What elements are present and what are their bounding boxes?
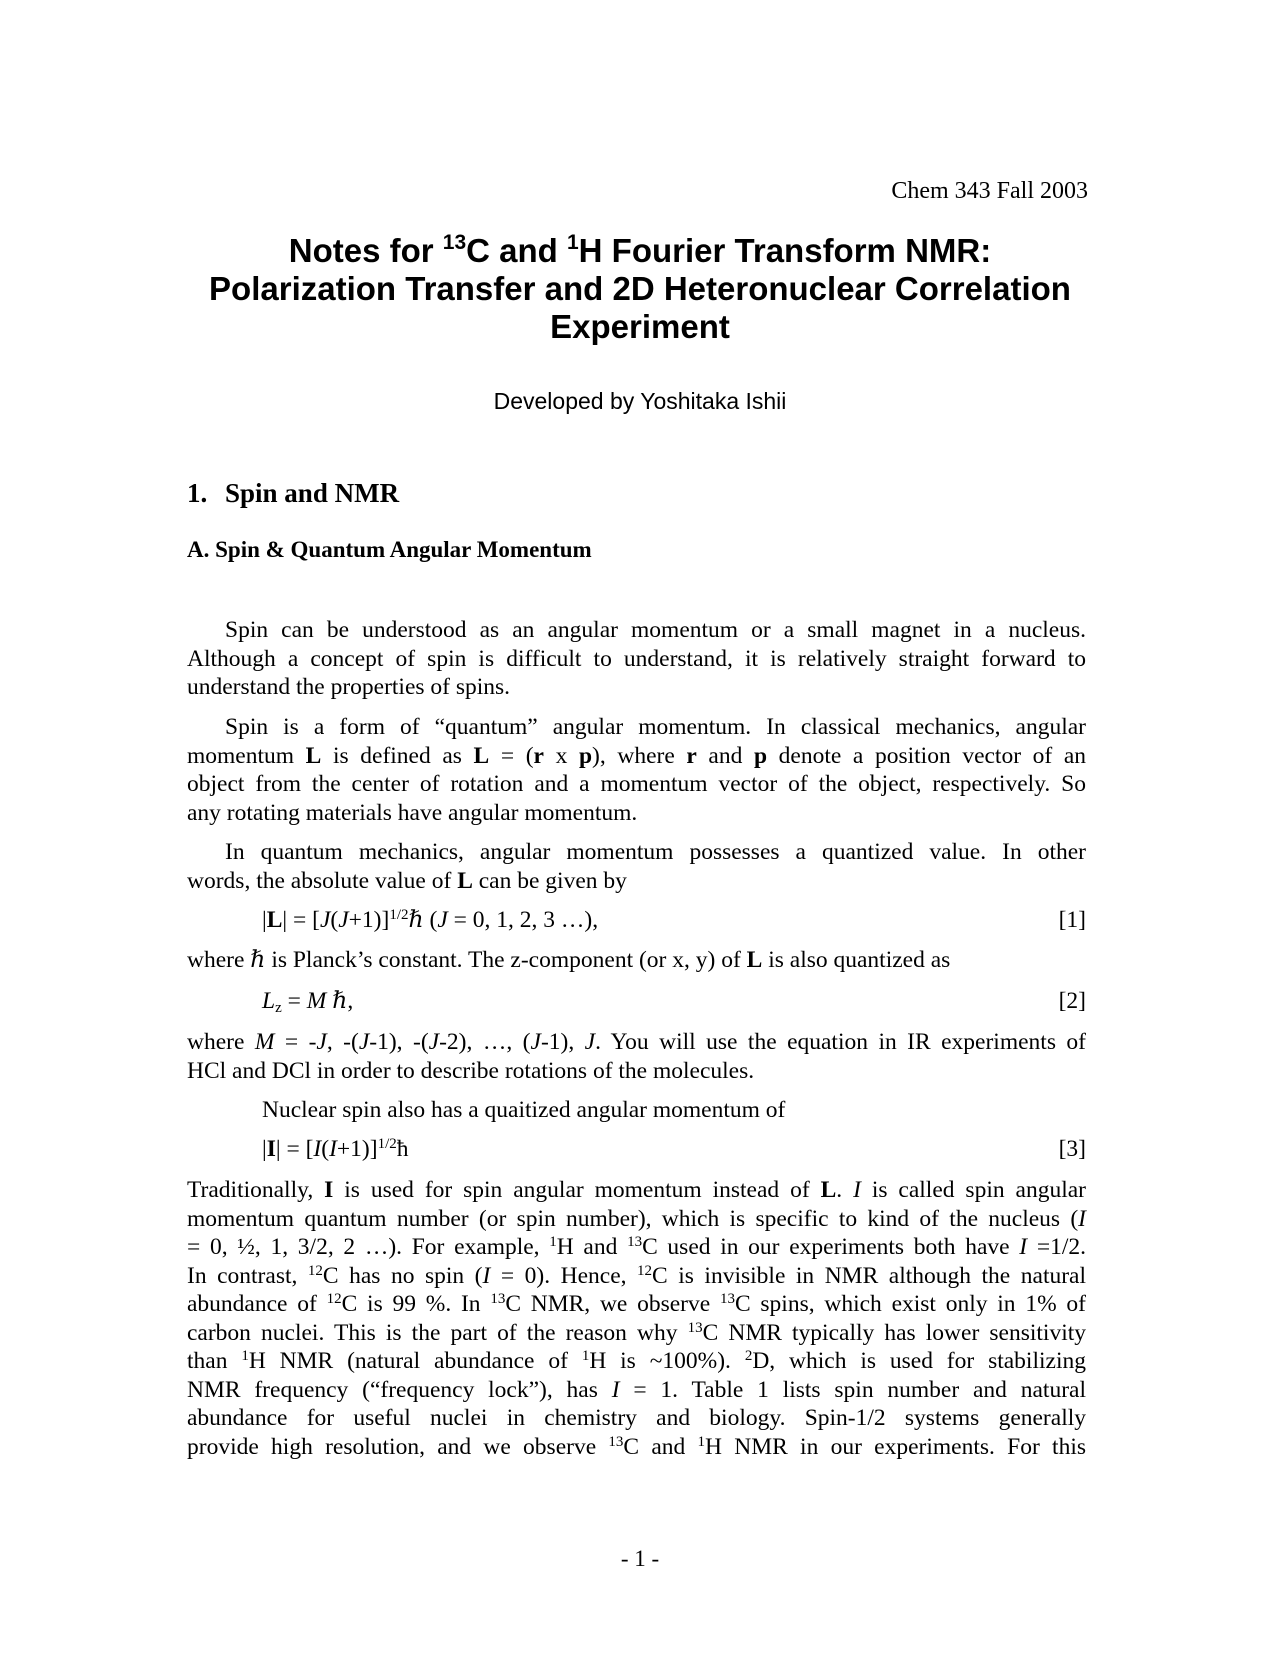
paragraph-4: where ℏ is Planck’s constant. The z-component (or x, y) of L is also quantized as <box>187 947 951 973</box>
title-line-1: Notes for $^{13}$C and $^1$H Fourier Transform NMR: <box>288 231 992 269</box>
page-title <box>150 232 1130 346</box>
page-number: - 1 - <box>620 1546 660 1571</box>
course-label: Chem 343 Fall 2003 <box>891 178 1088 204</box>
paragraph-5: where M = -J, -(J-1), -(J-2), …, (J-1), J. You will use the equation in IR experiments of HCl and DCl in order to describe rotations of the molecules. <box>187 1029 1086 1084</box>
subsection-heading: A. Spin & Quantum Angular Momentum <box>187 537 592 562</box>
paragraph-1: Spin can be understood as an angular momentum or a small magnet in a nucleus. Although a concept of spin is difficult to understand, it is relatively straight forward to understand the properties of spins. <box>187 617 1086 700</box>
equation-number-3: [3] <box>1058 1136 1086 1162</box>
equation-number-1: [1] <box>1058 907 1086 933</box>
paragraph-7: Traditionally, I is used for spin angular momentum instead of L. I is called spin angular momentum quantum number (or spin number), which is specific to kind of the nucleus (I = 0, ½, 1, 3/2, 2 …). For example, $^1$H and $^{13}$C used in our experiments both have I =1/2. In contrast, $^{12}$C has no spin (I = 0). Hence, $^{12}$C is invisible in NMR although the natural abundance of $^{12}$C is 99 %. In $^{13}$C NMR, we observe $^{13}$C spins, which exist only in 1% of carbon nuclei. This is the part of the reason why $^{13}$C NMR typically has lower sensitivity than $^1$H NMR (natural abundance of $^1$H is ~100%). $^2$D, which is used for stabilizing NMR frequency (“frequency lock”), has I = 1. Table 1 lists spin number and natural abundance for useful nuclei in chemistry and biology. Spin-1/2 systems generally provide high resolution, and we observe $^{13}$C and $^1$H NMR in our experiments. For this <box>187 1177 1087 1460</box>
title-line-3: Experiment <box>550 308 730 345</box>
equation-1: $|L| = [J(J+1)]^{1/2}\hbar$ (J = 0, 1, 2, 3 …), [1] <box>262 907 1086 933</box>
title-line-2: Polarization Transfer and 2D Heteronuclear Correlation <box>209 270 1071 307</box>
equation-3: $|I| = [I(I+1)]^{1/2}ħ$ [3] <box>262 1136 1086 1162</box>
equation-number-2: [2] <box>1058 988 1086 1014</box>
author-credit: Developed by Yoshitaka Ishii <box>493 388 787 414</box>
paragraph-2: Spin is a form of “quantum” angular momentum. In classical mechanics, angular momentum L is defined as L = (r x p), where r and p denote a position vector of an object from the center of rotation and a momentum vector of the object, respectively. So any rotating materials have angular momentum. <box>187 714 1087 826</box>
section-heading: 1. Spin and NMR <box>187 478 400 508</box>
paragraph-3: In quantum mechanics, angular momentum possesses a quantized value. In other words, the absolute value of L can be given by <box>187 839 1086 894</box>
paragraph-6: Nuclear spin also has a quaitized angular momentum of <box>262 1097 786 1123</box>
equation-2: $L_z = M$ ℏ, [2] <box>262 988 1086 1016</box>
